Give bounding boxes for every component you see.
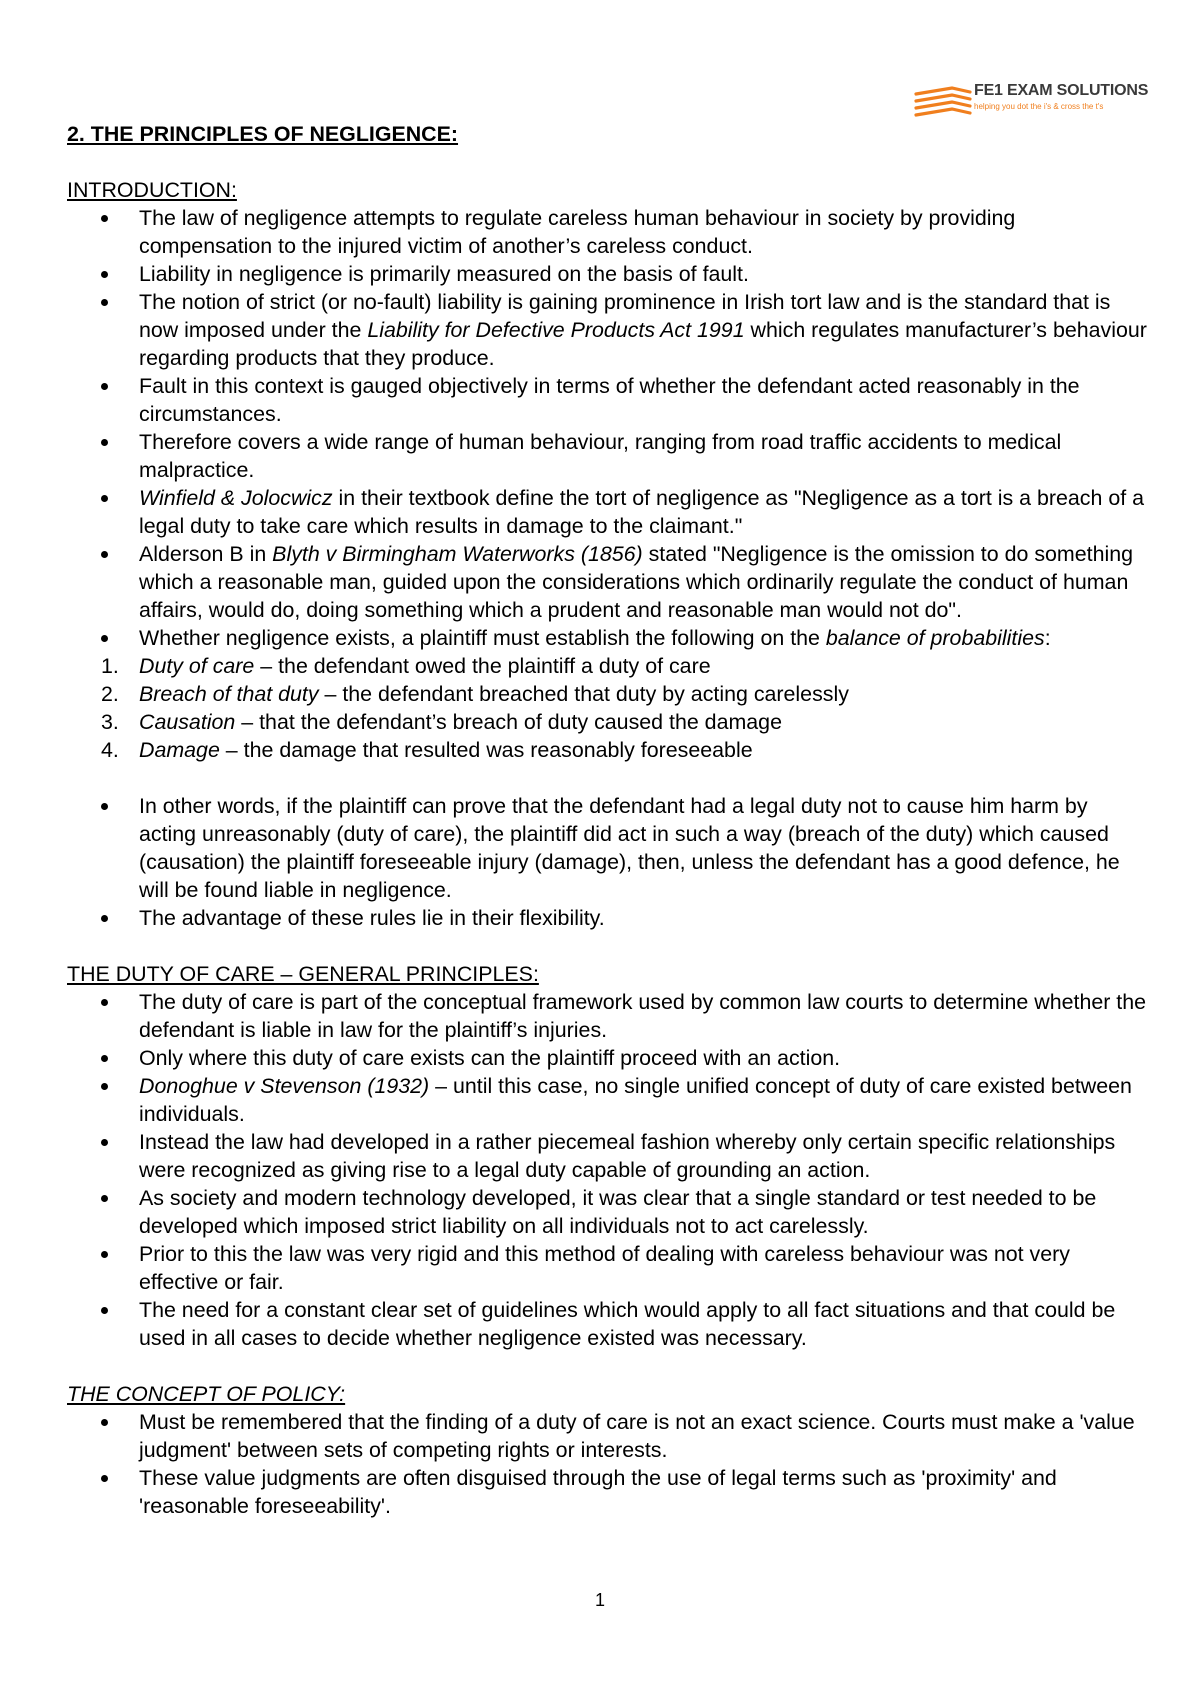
list-item: Whether negligence exists, a plaintiff must establish the following on the balance of probabilities:: [67, 624, 1147, 652]
policy-list: [67, 1408, 1147, 1520]
section-title-duty-of-care: THE DUTY OF CARE – GENERAL PRINCIPLES:: [67, 962, 539, 986]
section-title-policy: THE CONCEPT OF POLICY:: [67, 1382, 346, 1406]
list-item: Donoghue v Stevenson (1932) – until this case, no single unified concept of duty of care existed between individuals.: [67, 1072, 1147, 1128]
list-item: In other words, if the plaintiff can prove that the defendant had a legal duty not to cause him harm by acting unreasonably (duty of care), the plaintiff did act in such a way (breach of the duty) which caused (causation) the plaintiff foreseeable injury (damage), then, unless the defendant has a good defence, he will be found liable in negligence.: [67, 792, 1147, 904]
list-item: Instead the law had developed in a rather piecemeal fashion whereby only certain specific relationships were recognized as giving rise to a legal duty capable of grounding an action.: [67, 1128, 1147, 1184]
elements-list: [67, 652, 1147, 764]
logo-tagline: helping you dot the i's & cross the t's: [974, 102, 1104, 111]
list-item: The advantage of these rules lie in their flexibility.: [67, 904, 1147, 932]
list-item: The notion of strict (or no-fault) liability is gaining prominence in Irish tort law and is the standard that is now imposed under the Liability for Defective Products Act 1991 which regulates manufacturer’s behaviour regarding products that they produce.: [67, 288, 1147, 372]
introduction-list: [67, 204, 1147, 652]
brand-logo: [912, 80, 1149, 120]
list-item: Only where this duty of care exists can the plaintiff proceed with an action.: [67, 1044, 1147, 1072]
case-name: Donoghue v Stevenson (1932): [139, 1074, 430, 1098]
list-item: As society and modern technology developed, it was clear that a single standard or test needed to be developed which imposed strict liability on all individuals not to act carelessly.: [67, 1184, 1147, 1240]
page-number: 1: [594, 1590, 605, 1610]
list-item: Prior to this the law was very rigid and this method of dealing with careless behaviour was not very effective or fair.: [67, 1240, 1147, 1296]
list-item: Therefore covers a wide range of human behaviour, ranging from road traffic accidents to medical malpractice.: [67, 428, 1147, 484]
document-body: [67, 120, 1147, 1520]
numbered-item: 3. Causation – that the defendant’s breach of duty caused the damage: [101, 710, 782, 734]
legal-term: balance of probabilities: [825, 626, 1045, 650]
numbered-item: 2. Breach of that duty – the defendant breached that duty by acting carelessly: [101, 682, 849, 706]
list-item: Winfield & Jolocwicz in their textbook define the tort of negligence as "Negligence as a tort is a breach of a legal duty to take care which results in damage to the claimant.": [67, 484, 1147, 540]
section-title-introduction: INTRODUCTION:: [67, 178, 237, 202]
page-title: 2. THE PRINCIPLES OF NEGLIGENCE:: [67, 122, 459, 146]
duty-of-care-list: [67, 988, 1147, 1352]
numbered-item: 1. Duty of care – the defendant owed the plaintiff a duty of care: [101, 654, 711, 678]
introduction-list-continued: [67, 792, 1147, 932]
list-item: Liability in negligence is primarily measured on the basis of fault.: [67, 260, 1147, 288]
numbered-item: 4. Damage – the damage that resulted was reasonably foreseeable: [101, 738, 753, 762]
logo-title: FE1 EXAM SOLUTIONS: [974, 82, 1149, 99]
list-item: Fault in this context is gauged objectively in terms of whether the defendant acted reasonably in the circumstances.: [67, 372, 1147, 428]
list-item: Must be remembered that the finding of a duty of care is not an exact science. Courts must make a 'value judgment' between sets of competing rights or interests.: [67, 1408, 1147, 1464]
author-name: Winfield & Jolocwicz: [139, 486, 333, 510]
case-name: Blyth v Birmingham Waterworks (1856): [272, 542, 643, 566]
stacked-books-icon: [912, 80, 974, 118]
list-item: The duty of care is part of the conceptual framework used by common law courts to determine whether the defendant is liable in law for the plaintiff’s injuries.: [67, 988, 1147, 1044]
list-item: Alderson B in Blyth v Birmingham Waterworks (1856) stated "Negligence is the omission to do something which a reasonable man, guided upon the considerations which ordinarily regulate the conduct of human affairs, would do, doing something which a prudent and reasonable man would not do".: [67, 540, 1147, 624]
list-item: The need for a constant clear set of guidelines which would apply to all fact situations and that could be used in all cases to decide whether negligence existed was necessary.: [67, 1296, 1147, 1352]
statute-name: Liability for Defective Products Act 1991: [367, 318, 745, 342]
list-item: The law of negligence attempts to regulate careless human behaviour in society by providing compensation to the injured victim of another’s careless conduct.: [67, 204, 1147, 260]
list-item: These value judgments are often disguised through the use of legal terms such as 'proximity' and 'reasonable foreseeability'.: [67, 1464, 1147, 1520]
